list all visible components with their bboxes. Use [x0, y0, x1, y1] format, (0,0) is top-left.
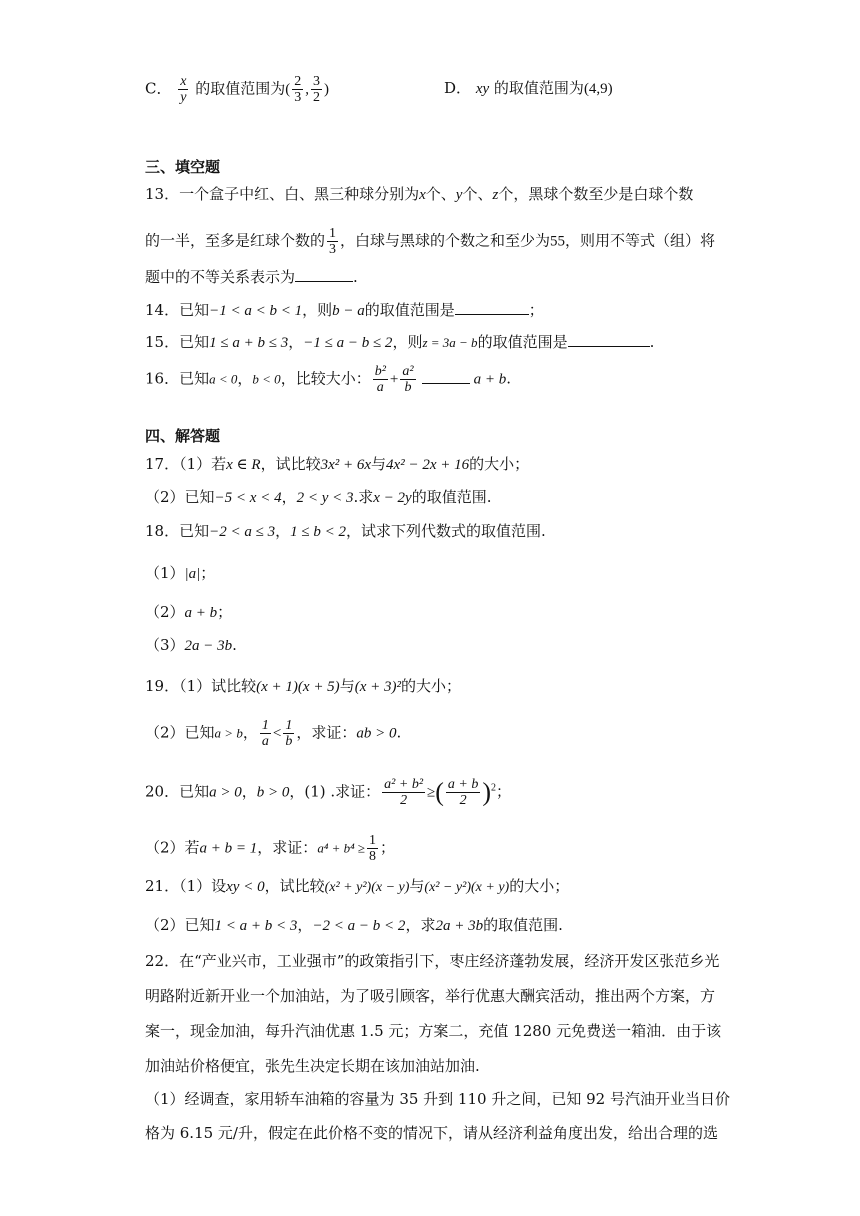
question-number: 22．: [145, 952, 180, 970]
question-18: 18．已知−2 < a ≤ 3，1 ≤ b < 2，试求下列代数式的取值范围.: [145, 522, 546, 540]
option-d-text: 的取值范围为: [493, 79, 584, 97]
option-c-fraction: $\frac{x}{y}$: [180, 74, 187, 105]
option-c-range-upper: $\frac{3}{2}$: [313, 74, 321, 105]
question-number: 13．: [145, 185, 180, 203]
question-18-item-1: （1）|a|；: [145, 564, 216, 582]
answer-blank[interactable]: [455, 299, 529, 315]
question-14: 14．已知−1 < a < b < 1，则b − a的取值范围是 ；: [145, 301, 544, 319]
question-22-sub-line-2: 格为 6.15 元/升，假定在此价格不变的情况下，请从经济利益角度出发，给出合理的选: [145, 1124, 718, 1142]
question-20-part-2: （2）若a + b = 1，求证：a⁴ + b⁴ ≥ $\frac{1}{8}$ ；: [145, 833, 396, 864]
fraction-one-over-a: $\frac{1}{a}$: [261, 718, 269, 749]
option-c: C． $\frac{x}{y}$ 的取值范围为( $\frac{2}{3}$ , $\frac{3}{2}$ ): [145, 74, 330, 105]
question-21-part-2: （2）已知1 < a + b < 3，−2 < a − b < 2，求2a + 3b的取值范围.: [145, 916, 563, 934]
question-17-part-2: （2）已知−5 < x < 4，2 < y < 3.求x − 2y的取值范围.: [145, 488, 492, 506]
question-13-line-1: 13．一个盒子中红、白、黑三种球分别为x个、y个、z个，黑球个数至少是白球个数: [145, 185, 694, 203]
question-22-line-4: 加油站价格便宜，张先生决定长期在该加油站加油.: [145, 1057, 480, 1075]
question-number: 17．: [145, 455, 180, 473]
option-d-expr: xy: [475, 81, 490, 97]
option-c-label: C．: [145, 79, 172, 98]
section-title-fill-in: 三、填空题: [145, 158, 221, 176]
fraction-mean-of-squares: $\frac{\text{a² + b²}}{2}$: [384, 777, 424, 808]
question-13-line-2: 的一半，至多是红球个数的 $\frac{1}{3}$ ，白球与黑球的个数之和至少为55，则用不等式（组）将: [145, 226, 716, 257]
option-d-label: D．: [444, 79, 472, 97]
option-d: [444, 77, 613, 100]
fraction-mean: $\frac{a + b}{2}$: [447, 777, 479, 808]
section-title-answer: 四、解答题: [145, 427, 221, 445]
question-number: 14．: [145, 301, 180, 319]
question-18-item-2: （2）a + b；: [145, 603, 233, 621]
option-c-range-lower: $\frac{2}{3}$: [294, 74, 302, 105]
question-number: 15．: [145, 333, 180, 351]
fraction-b2-over-a: $\frac{\text{b²}}{a}$: [374, 364, 386, 395]
question-19-part-1: 19．（1）试比较(x + 1)(x + 5)与(x + 3)²的大小；: [145, 677, 461, 695]
fraction-a2-over-b: $\frac{\text{a²}}{b}$: [402, 364, 414, 395]
question-number: 20．: [145, 782, 180, 801]
fraction-one-over-b: $\frac{1}{b}$: [285, 718, 293, 749]
question-20-part-1: 20．已知a > 0，b > 0，(1) .求证： $\frac{\text{a² + b²}}{2}$ ≥( $\frac{a + b}{2}$ )$^2$；: [145, 777, 512, 808]
question-22-sub-line-1: （1）经调查，家用轿车油箱的容量为 35 升到 110 升之间，已知 92 号汽油开业当日价: [145, 1090, 730, 1108]
question-22-line-2: 明路附近新开业一个加油站，为了吸引顾客，举行优惠大酬宾活动，推出两个方案，方: [145, 987, 716, 1005]
option-c-text: 的取值范围为: [195, 79, 286, 98]
question-22-line-1: 22．在“产业兴市，工业强市”的政策指引下，枣庄经济蓬勃发展，经济开发区张范乡光: [145, 952, 720, 970]
question-number: 19．: [145, 677, 180, 695]
question-number: 16．: [145, 369, 180, 388]
option-d-range: (4,9): [583, 81, 613, 97]
answer-blank[interactable]: [568, 331, 650, 347]
question-22-line-3: 案一，现金加油，每升汽油优惠 1.5 元；方案二，充值 1280 元免费送一箱油．由于该: [145, 1022, 722, 1040]
fraction-one-eighth: $\frac{1}{8}$: [369, 833, 377, 864]
question-13-line-3: 题中的不等关系表示为 .: [145, 268, 358, 286]
question-17-part-1: 17．（1）若x ∈ R，试比较3x² + 6x与4x² − 2x + 16的大小；: [145, 455, 530, 473]
question-21-part-1: 21．（1）设xy < 0，试比较(x² + y²)(x − y)与(x² − y²)(x + y)的大小；: [145, 877, 570, 895]
question-number: 21．: [145, 877, 180, 895]
question-16: 16．已知a < 0，b < 0，比较大小： $\frac{\text{b²}}{a}$ + $\frac{\text{a²}}{b}$ a + b.: [145, 364, 511, 395]
question-number: 18．: [145, 522, 180, 540]
question-18-item-3: （3）2a − 3b.: [145, 636, 237, 654]
question-19-part-2: （2）已知a > b， $\frac{1}{a}$ < $\frac{1}{b}$ ，求证：ab > 0.: [145, 718, 402, 749]
fraction-one-third: $\frac{1}{3}$: [329, 226, 337, 257]
answer-blank[interactable]: [422, 368, 470, 384]
question-15: 15．已知1 ≤ a + b ≤ 3，−1 ≤ a − b ≤ 2，则z = 3a − b的取值范围是 .: [145, 333, 655, 351]
answer-blank[interactable]: [295, 266, 353, 282]
